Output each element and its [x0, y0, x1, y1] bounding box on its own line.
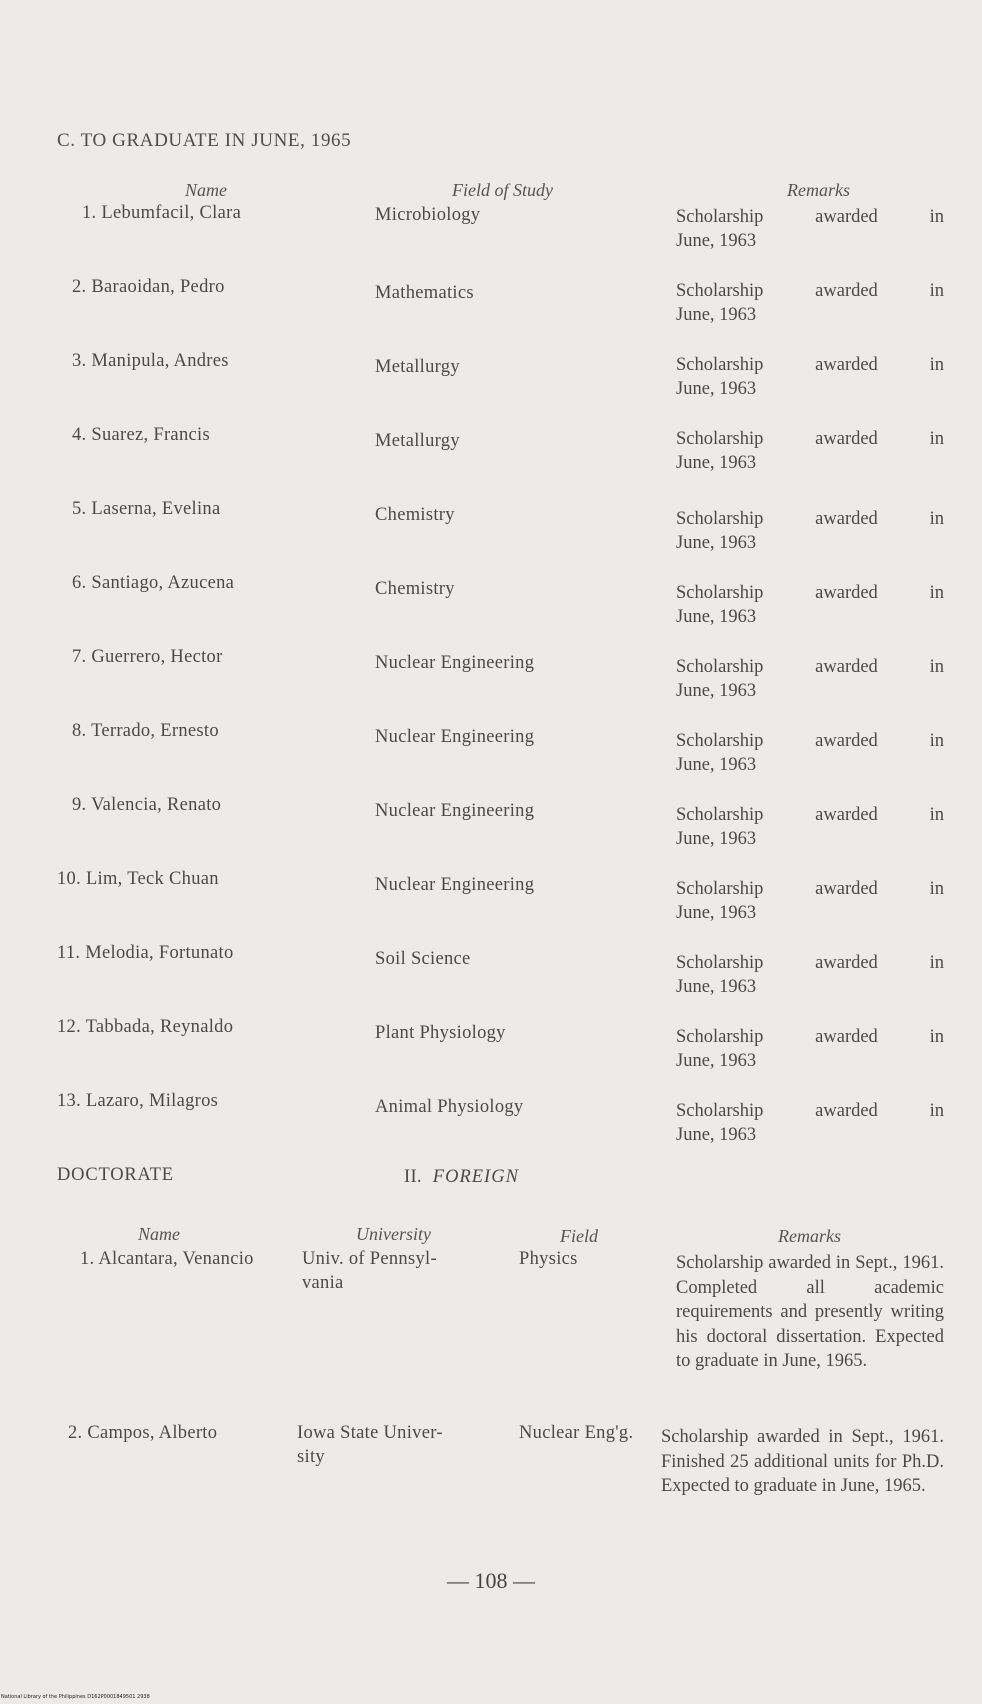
row-remarks	[676, 877, 944, 925]
row-name: 4. Suarez, Francis	[72, 425, 210, 445]
row-remarks	[676, 1025, 944, 1073]
remarks-line-2: June, 1963	[676, 453, 757, 473]
foreign-heading	[404, 1167, 519, 1188]
row-field-of-study: Soil Science	[375, 949, 471, 969]
foreign-heading-number: II.	[404, 1167, 422, 1187]
row-name: 9. Valencia, Renato	[72, 795, 222, 815]
remarks-word: awarded	[815, 731, 878, 751]
row-remarks	[676, 427, 944, 475]
remarks-line-1	[676, 427, 944, 451]
remarks-line-2: June, 1963	[676, 903, 757, 923]
row-name: 1. Lebumfacil, Clara	[82, 203, 242, 223]
row-remarks	[676, 507, 944, 555]
remarks-word: awarded	[815, 805, 878, 825]
row-name: 5. Laserna, Evelina	[72, 499, 221, 519]
remarks-line-1	[676, 205, 944, 229]
remarks-line-2: June, 1963	[676, 755, 757, 775]
row-field-of-study: Mathematics	[375, 283, 474, 303]
remarks-word: awarded	[815, 207, 878, 227]
doc-row-2-field: Nuclear Eng'g.	[519, 1423, 634, 1443]
remarks-word: in	[929, 207, 944, 227]
remarks-line-1	[676, 803, 944, 827]
remarks-word: in	[929, 731, 944, 751]
remarks-word: in	[929, 281, 944, 301]
row-remarks	[676, 655, 944, 703]
remarks-line-1	[676, 655, 944, 679]
page-number: — 108 —	[447, 1568, 535, 1593]
remarks-line-2: June, 1963	[676, 1051, 757, 1071]
row-name: 13. Lazaro, Milagros	[57, 1091, 219, 1111]
remarks-word: awarded	[815, 1027, 878, 1047]
remarks-line-2: June, 1963	[676, 533, 757, 553]
row-field-of-study: Plant Physiology	[375, 1023, 506, 1043]
remarks-word: awarded	[815, 657, 878, 677]
remarks-word: awarded	[815, 879, 878, 899]
remarks-word: Scholarship	[676, 879, 764, 899]
row-remarks	[676, 1099, 944, 1147]
row-field-of-study: Nuclear Engineering	[375, 727, 535, 747]
footer-watermark: National Library of the Philippines D162P0001849501 2938	[1, 1694, 150, 1700]
doc-header-university: University	[356, 1224, 431, 1244]
remarks-word: awarded	[815, 583, 878, 603]
remarks-word: in	[929, 429, 944, 449]
remarks-line-1	[676, 1099, 944, 1123]
doc-row-2-university-line2: sity	[297, 1447, 325, 1467]
doc-row-1-university-line1: Univ. of Pennsyl-	[302, 1249, 437, 1269]
remarks-word: Scholarship	[676, 1101, 764, 1121]
remarks-word: Scholarship	[676, 281, 764, 301]
remarks-word: Scholarship	[676, 657, 764, 677]
remarks-word: Scholarship	[676, 805, 764, 825]
row-field-of-study: Animal Physiology	[375, 1097, 524, 1117]
row-name: 10. Lim, Teck Chuan	[57, 869, 219, 889]
row-field-of-study: Metallurgy	[375, 431, 460, 451]
doc-header-name: Name	[138, 1224, 180, 1244]
doc-header-remarks: Remarks	[778, 1226, 841, 1246]
row-name: 3. Manipula, Andres	[72, 351, 229, 371]
remarks-word: awarded	[815, 429, 878, 449]
row-remarks	[676, 279, 944, 327]
doc-header-field: Field	[560, 1226, 598, 1246]
remarks-line-2: June, 1963	[676, 1125, 757, 1145]
remarks-word: Scholarship	[676, 509, 764, 529]
remarks-line-1	[676, 877, 944, 901]
remarks-word: awarded	[815, 953, 878, 973]
row-field-of-study: Nuclear Engineering	[375, 653, 535, 673]
doc-row-1-name: 1. Alcantara, Venancio	[80, 1249, 254, 1269]
remarks-line-2: June, 1963	[676, 681, 757, 701]
row-field-of-study: Metallurgy	[375, 357, 460, 377]
row-name: 8. Terrado, Ernesto	[72, 721, 219, 741]
remarks-line-2: June, 1963	[676, 607, 757, 627]
doc-row-2-remarks: Scholarship awarded in Sept., 1961. Finished 25 additional units for Ph.D. Expected to graduate in June, 1965.	[661, 1427, 944, 1496]
remarks-word: Scholarship	[676, 583, 764, 603]
header-name: Name	[185, 180, 227, 200]
row-name: 7. Guerrero, Hector	[72, 647, 223, 667]
remarks-word: Scholarship	[676, 1027, 764, 1047]
remarks-word: Scholarship	[676, 429, 764, 449]
remarks-word: in	[929, 583, 944, 603]
remarks-word: Scholarship	[676, 731, 764, 751]
section-title: C. TO GRADUATE IN JUNE, 1965	[57, 130, 352, 151]
remarks-line-2: June, 1963	[676, 305, 757, 325]
row-remarks	[676, 353, 944, 401]
remarks-line-1	[676, 279, 944, 303]
remarks-word: Scholarship	[676, 355, 764, 375]
remarks-word: awarded	[815, 281, 878, 301]
row-name: 11. Melodia, Fortunato	[57, 943, 234, 963]
remarks-line-1	[676, 1025, 944, 1049]
remarks-word: in	[929, 1027, 944, 1047]
doc-row-1-university-line2: vania	[302, 1273, 344, 1293]
row-field-of-study: Chemistry	[375, 505, 455, 525]
row-field-of-study: Nuclear Engineering	[375, 801, 535, 821]
remarks-word: in	[929, 1101, 944, 1121]
row-name: 12. Tabbada, Reynaldo	[57, 1017, 234, 1037]
remarks-word: in	[929, 953, 944, 973]
doc-row-1-remarks: Scholarship awarded in Sept., 1961. Completed all academic requirements and presently writing his doctoral dissertation. Expected to graduate in June, 1965.	[676, 1253, 944, 1371]
row-field-of-study: Nuclear Engineering	[375, 875, 535, 895]
row-remarks	[676, 205, 944, 253]
remarks-line-2: June, 1963	[676, 977, 757, 997]
foreign-heading-text: FOREIGN	[432, 1167, 519, 1187]
doctorate-label: DOCTORATE	[57, 1165, 174, 1185]
remarks-line-1	[676, 353, 944, 377]
row-field-of-study: Chemistry	[375, 579, 455, 599]
remarks-word: awarded	[815, 355, 878, 375]
remarks-word: in	[929, 805, 944, 825]
remarks-word: in	[929, 879, 944, 899]
remarks-word: awarded	[815, 1101, 878, 1121]
remarks-word: in	[929, 509, 944, 529]
header-remarks: Remarks	[787, 180, 850, 200]
remarks-line-1	[676, 581, 944, 605]
remarks-line-2: June, 1963	[676, 829, 757, 849]
doc-row-1-field: Physics	[519, 1249, 578, 1269]
remarks-word: in	[929, 657, 944, 677]
remarks-word: Scholarship	[676, 953, 764, 973]
remarks-word: Scholarship	[676, 207, 764, 227]
row-remarks	[676, 581, 944, 629]
row-remarks	[676, 951, 944, 999]
remarks-line-1	[676, 951, 944, 975]
row-name: 2. Baraoidan, Pedro	[72, 277, 225, 297]
row-remarks	[676, 803, 944, 851]
row-field-of-study: Microbiology	[375, 205, 481, 225]
header-field-of-study: Field of Study	[452, 180, 553, 200]
remarks-line-1	[676, 507, 944, 531]
remarks-line-1	[676, 729, 944, 753]
remarks-line-2: June, 1963	[676, 231, 757, 251]
row-name: 6. Santiago, Azucena	[72, 573, 235, 593]
doc-row-2-name: 2. Campos, Alberto	[68, 1423, 218, 1443]
remarks-word: awarded	[815, 509, 878, 529]
remarks-word: in	[929, 355, 944, 375]
row-remarks	[676, 729, 944, 777]
remarks-line-2: June, 1963	[676, 379, 757, 399]
doc-row-2-university-line1: Iowa State Univer-	[297, 1423, 443, 1443]
